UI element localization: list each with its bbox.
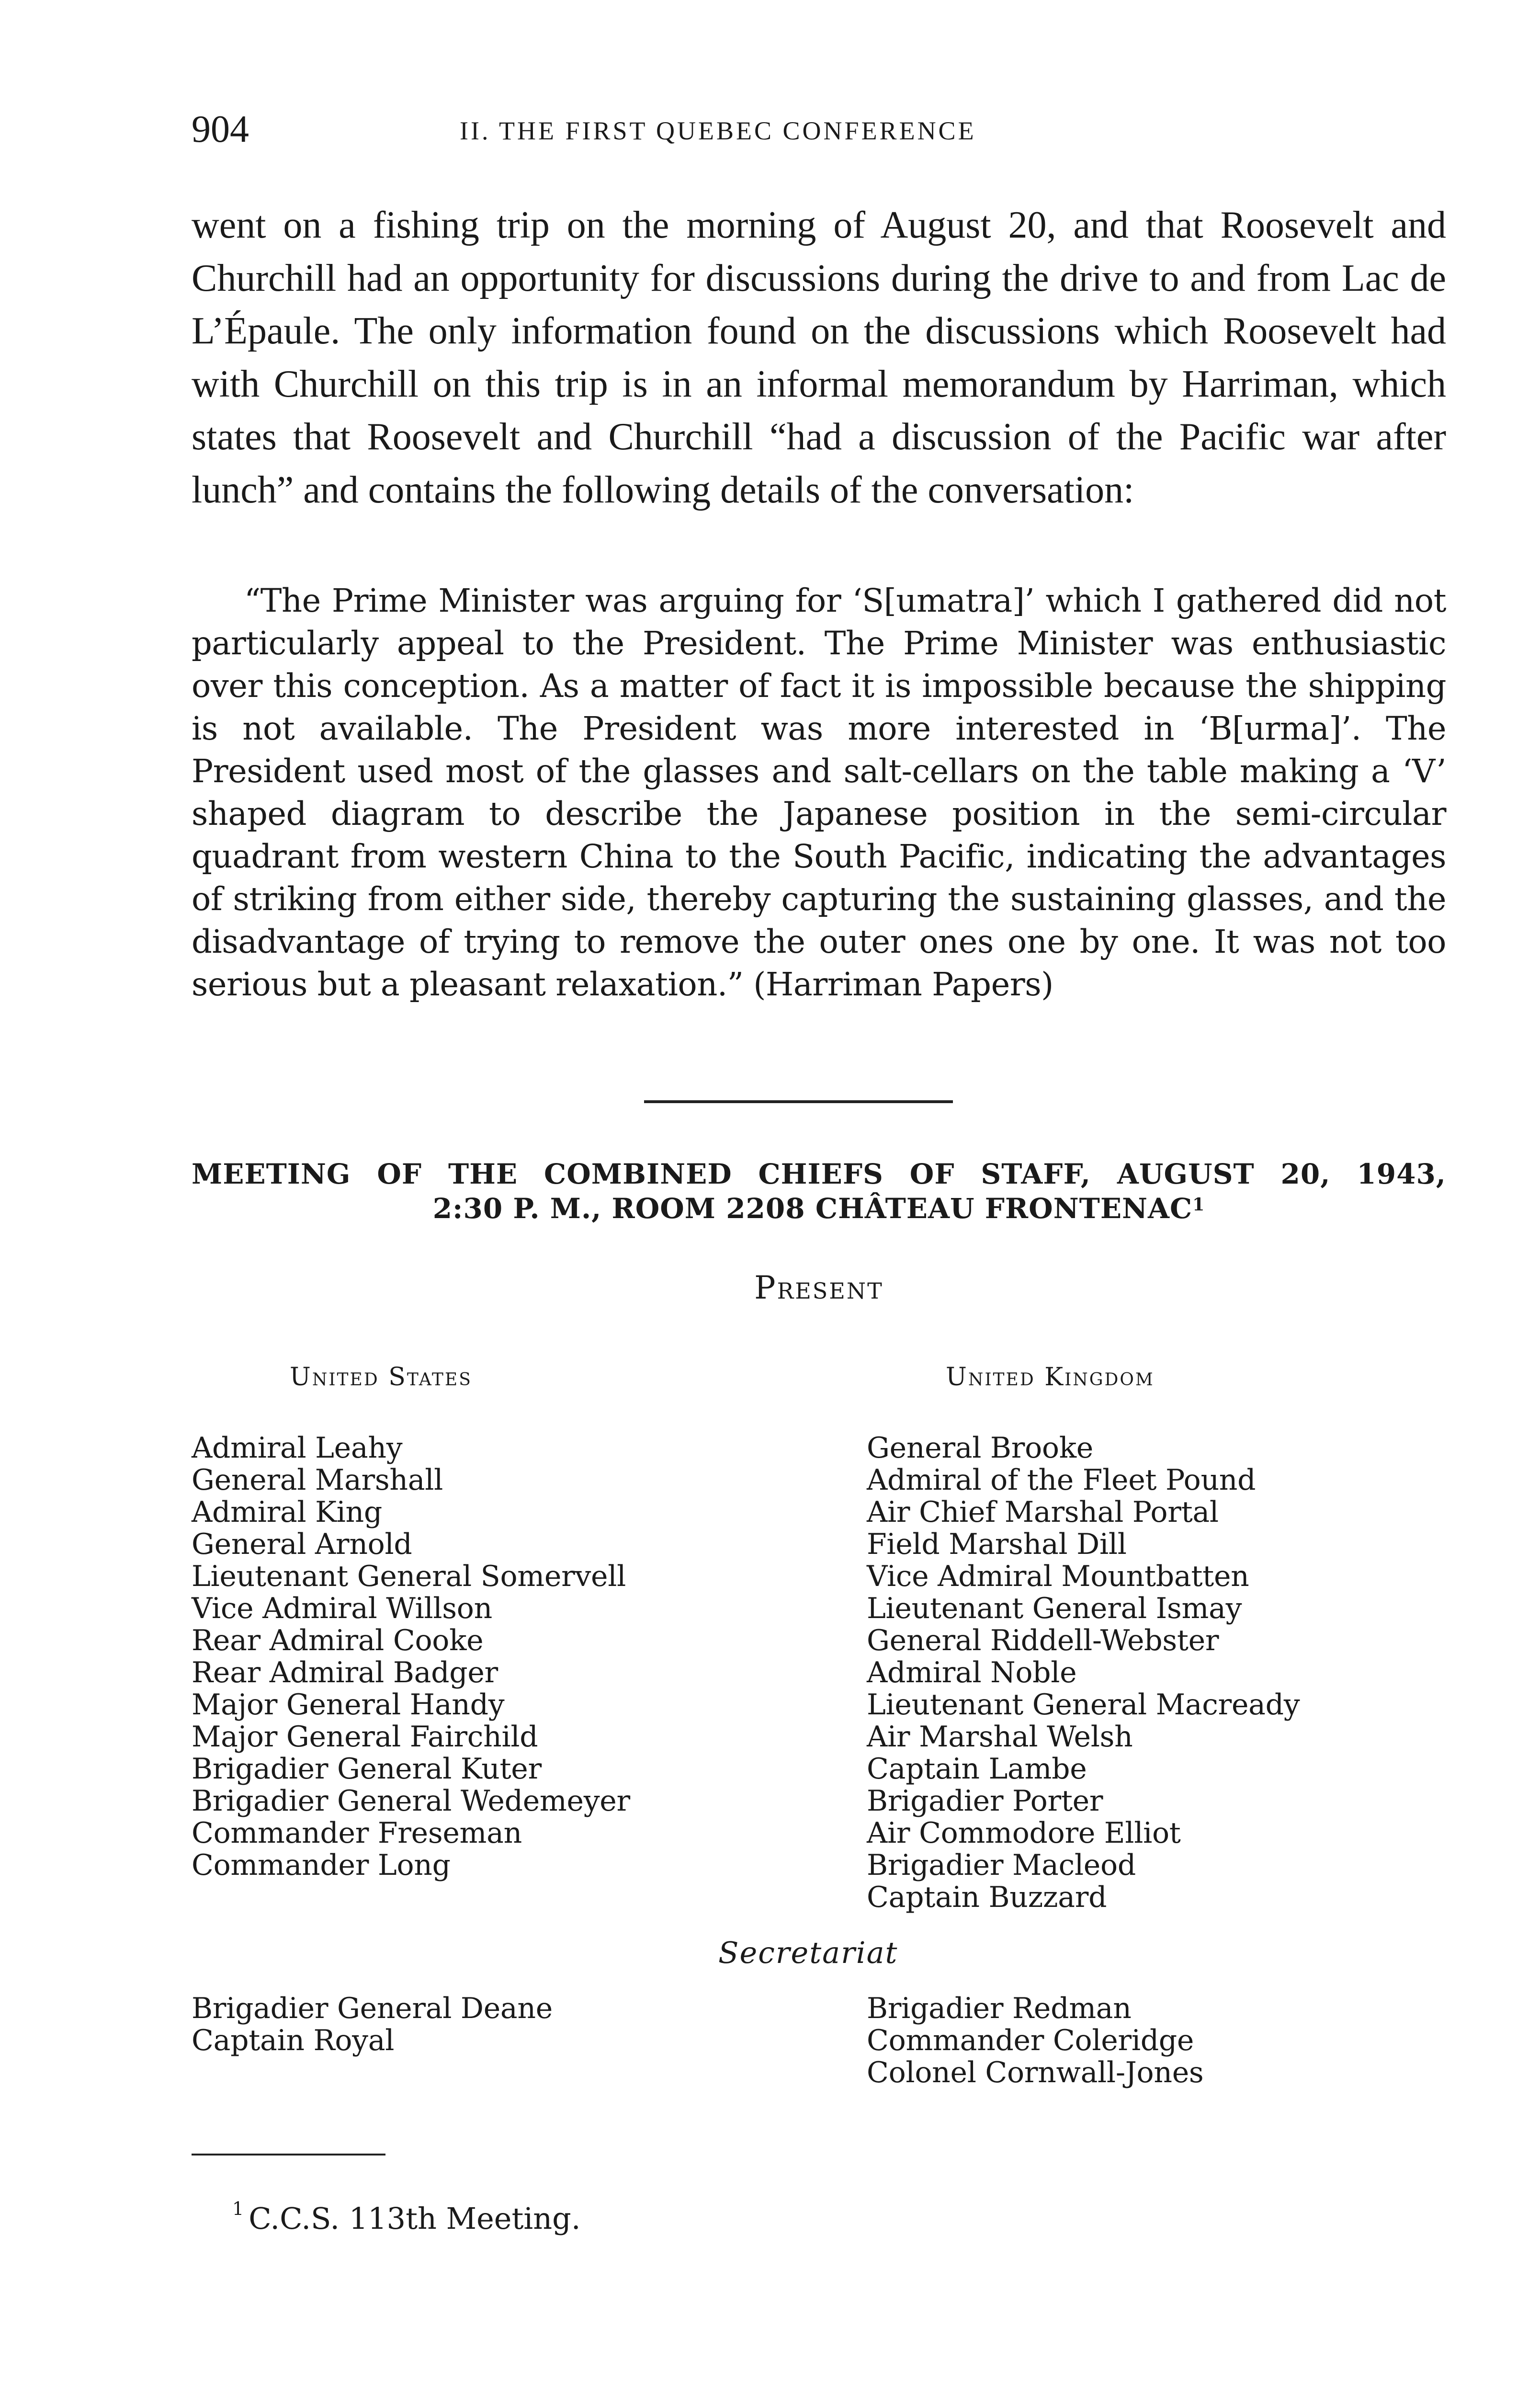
list-item: Rear Admiral Badger (192, 1656, 498, 1689)
list-item: Brigadier Redman (867, 1992, 1132, 2025)
running-title: II. THE FIRST QUEBEC CONFERENCE (460, 116, 976, 145)
list-item: General Arnold (192, 1528, 412, 1561)
united-kingdom-header: United Kingdom (946, 1363, 1155, 1391)
list-item: Major General Handy (192, 1688, 505, 1722)
meeting-heading-line-2-text: 2:30 P. M., ROOM 2208 CHÂTEAU FRONTENAC (432, 1192, 1193, 1225)
list-item: Brigadier General Kuter (192, 1752, 542, 1786)
uk-attendee-list (867, 1432, 1300, 1914)
footnote (232, 2198, 581, 2236)
list-item: General Marshall (192, 1463, 443, 1497)
list-item: Lieutenant General Macready (867, 1688, 1300, 1722)
list-item: Major General Fairchild (192, 1720, 538, 1754)
running-head (192, 103, 1446, 156)
list-item: General Riddell-Webster (867, 1624, 1219, 1657)
document-page (192, 0, 1446, 2395)
narrative-paragraph: went on a fishing trip on the morning of August 20, and that Roosevelt and Churchill had an opportunity for discussions during the drive to and from Lac de L’Épaule. The only information found on the discussions which Roosevelt had with Churchill on this trip is in an informal memorandum by Harriman, which states that Roosevelt and Churchill “had a discussion of the Pacific war after lunch” and contains the following details of the conversation: (192, 204, 1446, 511)
list-item: Field Marshal Dill (867, 1528, 1127, 1561)
list-item: Brigadier Macleod (867, 1848, 1136, 1882)
meeting-heading-line-1: MEETING OF THE COMBINED CHIEFS OF STAFF, AUGUST 20, 1943, (192, 1158, 1446, 1190)
meeting-heading-line-2 (192, 1191, 1446, 1226)
list-item: Commander Long (192, 1848, 451, 1882)
footnote-marker: 1 (232, 2198, 244, 2219)
secretariat-label: Secretariat (718, 1935, 898, 1970)
list-item: Lieutenant General Somervell (192, 1560, 626, 1593)
list-item: Admiral Leahy (192, 1431, 403, 1465)
list-item: Vice Admiral Mountbatten (867, 1560, 1249, 1593)
list-item: Air Chief Marshal Portal (867, 1495, 1219, 1529)
list-item: Captain Royal (192, 2024, 395, 2057)
quoted-memorandum: “The Prime Minister was arguing for ‘S[umatra]’ which I gathered did not particularly appeal to the President. The Prime Minister was enthusiastic over this conception. As a matter of fact it is impossible because the shipping is not available. The President was more interested in ‘B[urma]’. The President used most of the glasses and salt-cellars on the table making a ‘V’ shaped diagram to describe the Japanese position in the semi-circular quadrant from western China to the South Pacific, indicating the advantages of striking from either side, thereby capturing the sustaining glasses, and the disadvantage of trying to remove the outer ones one by one. It was not too serious but a pleasant relaxation.” (Harriman Papers) (192, 582, 1446, 1003)
list-item: Commander Coleridge (867, 2024, 1194, 2057)
list-item: Air Commodore Elliot (867, 1816, 1181, 1850)
list-item: Captain Lambe (867, 1752, 1087, 1786)
section-divider (644, 1100, 953, 1103)
list-item: Colonel Cornwall-Jones (867, 2056, 1204, 2089)
footnote-reference: 1 (1192, 1195, 1205, 1215)
list-item: Lieutenant General Ismay (867, 1592, 1242, 1625)
list-item: Admiral of the Fleet Pound (867, 1463, 1256, 1497)
list-item: General Brooke (867, 1431, 1093, 1465)
list-item: Brigadier General Deane (192, 1992, 553, 2025)
us-secretariat-list (192, 1993, 553, 2057)
footnote-rule (192, 2154, 385, 2156)
list-item: Air Marshal Welsh (867, 1720, 1133, 1754)
footnote-text: C.C.S. 113th Meeting. (249, 2201, 581, 2236)
list-item: Admiral King (192, 1495, 383, 1529)
us-attendee-list (192, 1432, 630, 1882)
list-item: Brigadier Porter (867, 1784, 1103, 1818)
list-item: Rear Admiral Cooke (192, 1624, 484, 1657)
page-number: 904 (192, 108, 249, 150)
present-label: Present (754, 1269, 883, 1306)
list-item: Brigadier General Wedemeyer (192, 1784, 630, 1818)
uk-secretariat-list (867, 1993, 1203, 2089)
meeting-heading (192, 1157, 1446, 1226)
list-item: Commander Freseman (192, 1816, 522, 1850)
list-item: Admiral Noble (867, 1656, 1077, 1689)
list-item: Vice Admiral Willson (192, 1592, 492, 1625)
united-states-header: United States (290, 1363, 472, 1391)
list-item: Captain Buzzard (867, 1881, 1107, 1914)
